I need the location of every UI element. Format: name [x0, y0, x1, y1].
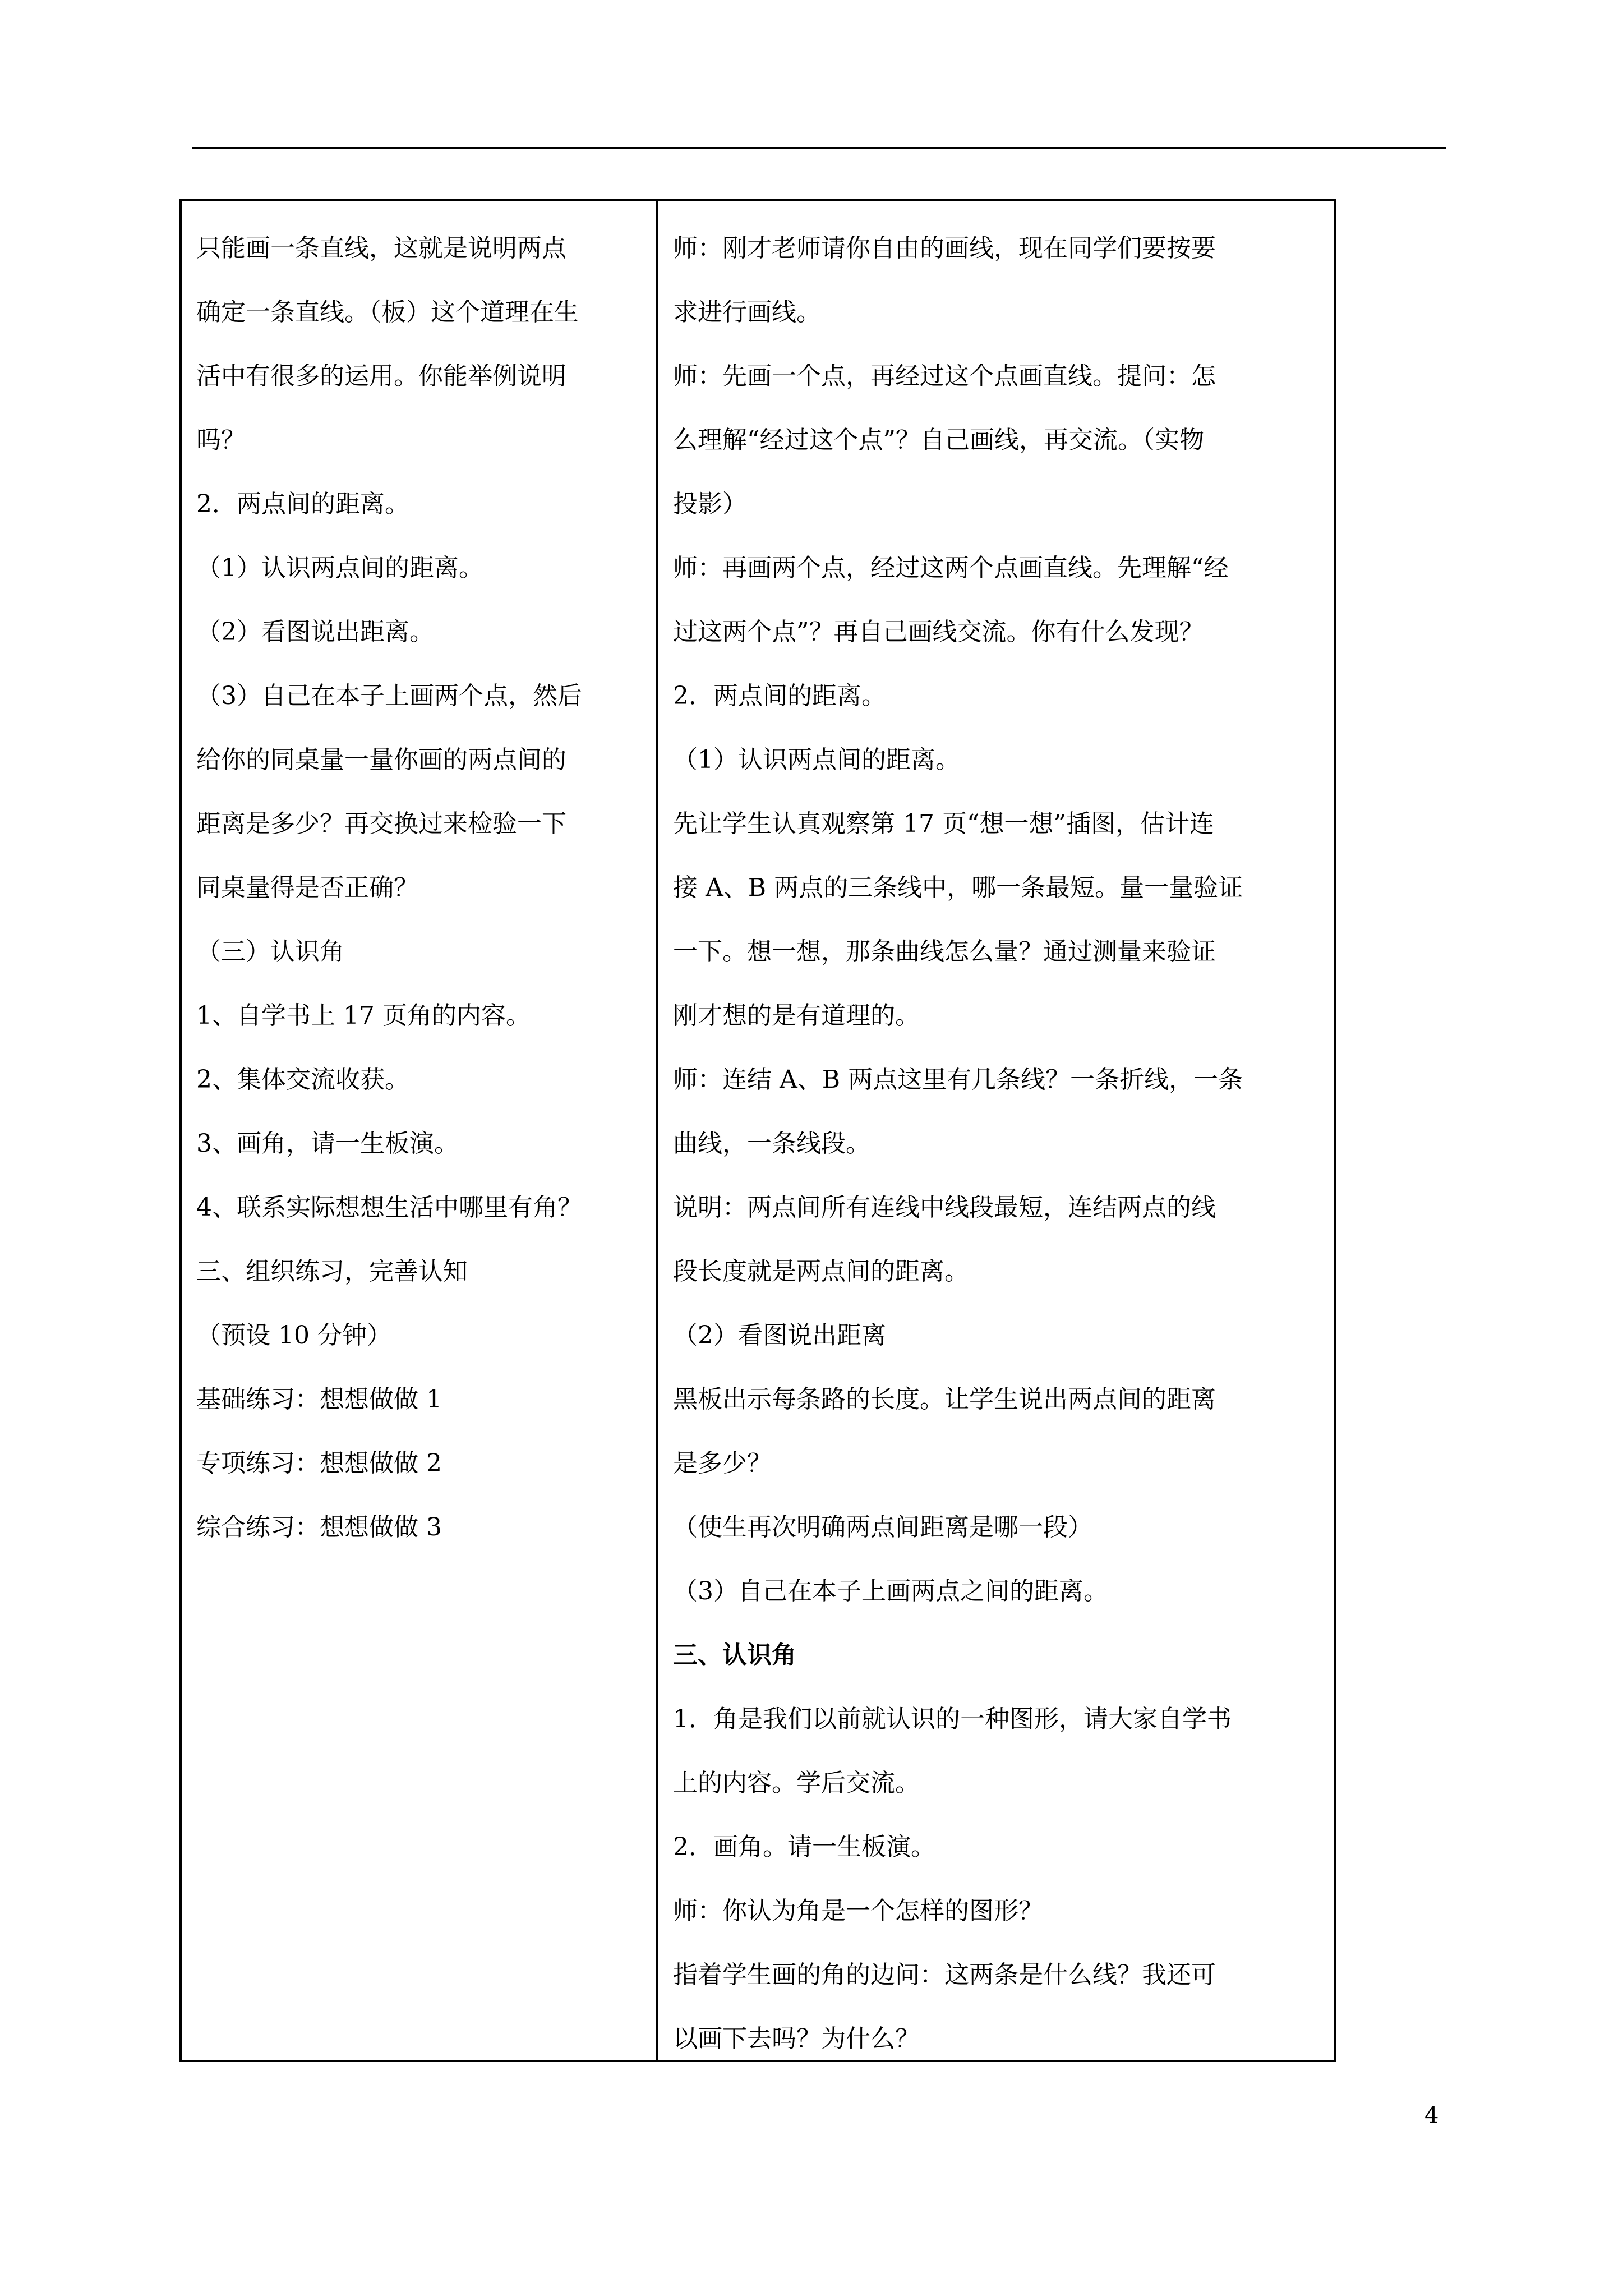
text-line: 是多少？: [673, 1449, 772, 1478]
text-line: 先让学生认真观察第 17 页“想一想”插图，估计连: [673, 809, 1214, 838]
text-line: 师：你认为角是一个怎样的图形？: [673, 1897, 1043, 1925]
text-line: 师：刚才老师请你自由的画线，现在同学们要按要: [673, 234, 1216, 263]
text-line: 只能画一条直线，这就是说明两点: [196, 234, 566, 263]
text-line: 1．角是我们以前就认识的一种图形，请大家自学书: [673, 1705, 1232, 1733]
text-line: 上的内容。学后交流。: [673, 1769, 920, 1797]
text-line: （预设 10 分钟）: [196, 1321, 391, 1350]
text-line: （1）认识两点间的距离。: [673, 746, 960, 774]
text-line: 专项练习：想想做做 2: [196, 1449, 442, 1478]
right-column: [658, 201, 1334, 2060]
text-line: 同桌量得是否正确？: [196, 873, 418, 902]
text-line: 刚才想的是有道理的。: [673, 1001, 920, 1030]
text-line: 4、联系实际想想生活中哪里有角？: [196, 1193, 582, 1222]
text-line: 求进行画线。: [673, 298, 821, 326]
text-line: 三、组织练习，完善认知: [196, 1257, 468, 1286]
text-line: 1、自学书上 17 页角的内容。: [196, 1001, 531, 1030]
text-line: 基础练习：想想做做 1: [196, 1385, 442, 1414]
text-line: 以画下去吗？为什么？: [673, 2024, 920, 2053]
text-line: （2）看图说出距离: [673, 1321, 886, 1350]
text-line: 么理解“经过这个点”？自己画线，再交流。（实物: [673, 426, 1204, 454]
text-line: （3）自己在本子上画两点之间的距离。: [673, 1577, 1108, 1605]
text-line: 黑板出示每条路的长度。让学生说出两点间的距离: [673, 1385, 1216, 1414]
text-line: 曲线，一条线段。: [673, 1129, 870, 1158]
text-line: 确定一条直线。（板）这个道理在生: [196, 298, 579, 326]
text-line: 距离是多少？再交换过来检验一下: [196, 809, 566, 838]
text-line: 投影）: [673, 490, 747, 518]
text-line: 师：连结 A、B 两点这里有几条线？一条折线，一条: [673, 1065, 1243, 1094]
text-line: 综合练习：想想做做 3: [196, 1513, 442, 1542]
text-line: 三、认识角: [673, 1641, 796, 1669]
text-line: 过这两个点”？再自己画线交流。你有什么发现？: [673, 618, 1204, 646]
text-line: 一下。想一想，那条曲线怎么量？通过测量来验证: [673, 937, 1216, 966]
header-rule: [192, 147, 1446, 149]
text-line: 指着学生画的角的边问：这两条是什么线？我还可: [673, 1961, 1216, 1989]
text-line: 3、画角，请一生板演。: [196, 1129, 459, 1158]
text-line: （2）看图说出距离。: [196, 618, 434, 646]
page-number: 4: [1424, 2102, 1439, 2128]
text-line: 给你的同桌量一量你画的两点间的: [196, 746, 566, 774]
text-line: 师：先画一个点，再经过这个点画直线。提问：怎: [673, 362, 1216, 390]
lesson-plan-table: [179, 199, 1336, 2062]
text-line: 师：再画两个点，经过这两个点画直线。先理解“经: [673, 554, 1229, 582]
text-line: 说明：两点间所有连线中线段最短，连结两点的线: [673, 1193, 1216, 1222]
text-line: （使生再次明确两点间距离是哪一段）: [673, 1513, 1092, 1542]
text-line: 吗？: [196, 426, 246, 454]
text-line: 2．两点间的距离。: [196, 490, 409, 518]
text-line: 2．两点间的距离。: [673, 682, 886, 710]
text-line: 接 A、B 两点的三条线中，哪一条最短。量一量验证: [673, 873, 1243, 902]
text-line: （三）认识角: [196, 937, 344, 966]
text-line: 2、集体交流收获。: [196, 1065, 409, 1094]
text-line: （3）自己在本子上画两个点，然后: [196, 682, 582, 710]
text-line: （1）认识两点间的距离。: [196, 554, 483, 582]
text-line: 2．画角。请一生板演。: [673, 1833, 935, 1861]
left-column: [182, 201, 658, 2060]
text-line: 段长度就是两点间的距离。: [673, 1257, 969, 1286]
text-line: 活中有很多的运用。你能举例说明: [196, 362, 566, 390]
